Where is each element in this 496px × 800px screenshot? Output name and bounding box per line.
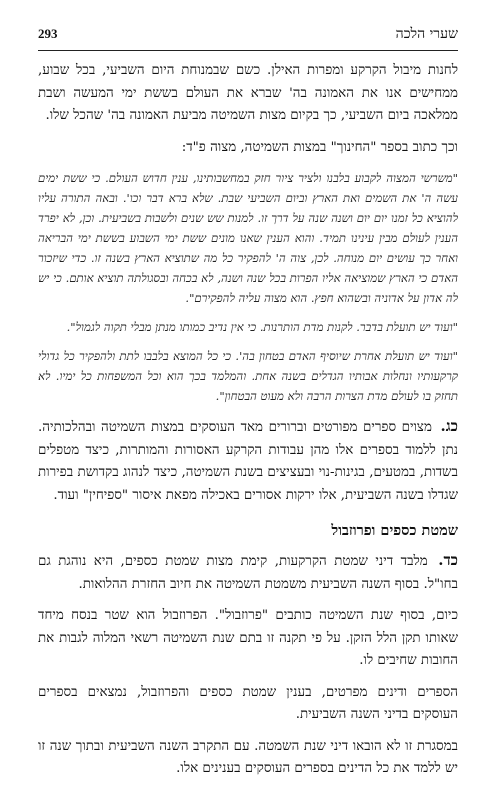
paragraph-24-text: מלבד דיני שמטת הקרקעות, קימת מצות שמטת כספים, היא נוהגת גם בחו"ל. בסוף השנה השביעית משמטת השמיטה את חיוב החזרת ההלואות. xyxy=(38,554,458,592)
page-number: 293 xyxy=(38,26,58,41)
running-title: שערי הלכה xyxy=(395,26,458,42)
quote-chinuch-1: "משרשי המצוה לקבוע בלבנו ולציר ציור חזק במחשבותינו, ענין חדוש העולם. כי ששת ימים עשה ה' את השמים ואת הארץ וביום השביעי שבת. שלא ברא דבר וכו'. ובאה התורה עליו להוציא כל זמנו יום יום ושנה שנה על דרך זו. למנות שש שנים ולשבות בשביעית. וכן, לא יפרד הענין לעולם מבין עינינו תמיד. והוא הענין שאנו מונים ששת ימי השבוע בששת ימי הבריאה ואחר כך עושים יום מנוחה. לכן, צוה ה' להפקיר כל מה שתוציא הארץ בשנה זו. כדי שיזכור האדם כי הארץ שמוציאה אליו הפרות בכל שנה ושנה, לא בכחה ובסגולתה תוציא אותם. כי יש לה אדון על אדוניה ובשהוא חפץ. הוא מצוה עליה להפקירם". xyxy=(38,171,458,305)
section-number-23: כג. xyxy=(440,417,458,435)
paragraph-24 xyxy=(38,549,458,596)
paragraph-7: במסגרת זו לא הובאו דיני שנת השמטה. עם התקרב השנה השביעית ובתוך שנה זו יש ללמד את כל הדינים בספרים העוסקים בענינים אלו. xyxy=(38,738,458,776)
paragraph-6: הספרים ודינים מפרטים, בענין שמטת כספים והפרוזבול, נמצאים בספרים העוסקים בדיני השנה השביעית. xyxy=(38,684,458,722)
paragraph-23 xyxy=(38,415,458,507)
paragraph-23-text: מצוים ספרים מפורטים וברורים מאד העוסקים במצות השמיטה ובהלכותיה. נתן ללמוד בספרים אלו מהן עבודות הקרקע האסורות והמותרות, כיצד מטפלים בשדות, במטעים, בגינות-נוי ובעציצים בשנת השמיטה, כיצד לנהוג בקדושת בפירות שגדלו בשנה השביעית, אלו ירקות אסורים באכילה מפאת איסור "ספיחין" ועוד. xyxy=(38,420,458,503)
page-header xyxy=(38,26,458,51)
quote-chinuch-3: "ועוד יש תועלת אחרת שיוסיף האדם בטחון בה'. כי כל המוצא בלבבו לתת ולהפקיר כל גדולי קרקעותיו ונחלות אבותיו הגדלים בשנה אחת. והמלמד בכך הוא וכל המשפחות כל ימיו. לא תחזק בו לעולם מדת הצרות הרבה ולא מעוט הבטחון". xyxy=(38,349,458,403)
page-body xyxy=(38,60,458,786)
paragraph-2: וכך כתוב בספר "החינוך" במצות השמיטה, מצוה פ"ד: xyxy=(181,139,458,155)
section-number-24: כד. xyxy=(438,551,458,569)
section-heading: שמטת כספים ופרוזבול xyxy=(331,522,458,539)
paragraph-1: לחנות מיבול הקרקע ומפרות האילן. כשם שבמנוחת היום השביעי, בכל שבוע, ממחישים אנו את האמונה בה' שברא את העולם בששת ימי המעשה ושבת ממלאכה ביום השביעי, כך בקיום מצות השמיטה מביעת האמונה בה' שהכל שלו. xyxy=(38,63,458,123)
paragraph-5: כיום, בסוף שנת השמיטה כותבים "פרוזבול". הפרוזבול הוא שטר בנסח מיחד שאותו תקן הלל הזקן. על פי תקנה זו בתם שנת השמיטה רשאי המלוה לגבות את החובות שחיבים לו. xyxy=(38,608,458,668)
quote-chinuch-2: "ועוד יש תועלת בדבר. לקנות מדת הותרנות. כי אין נדיב כמותו מנתן מבלי תקוה לגמול". xyxy=(66,320,458,334)
